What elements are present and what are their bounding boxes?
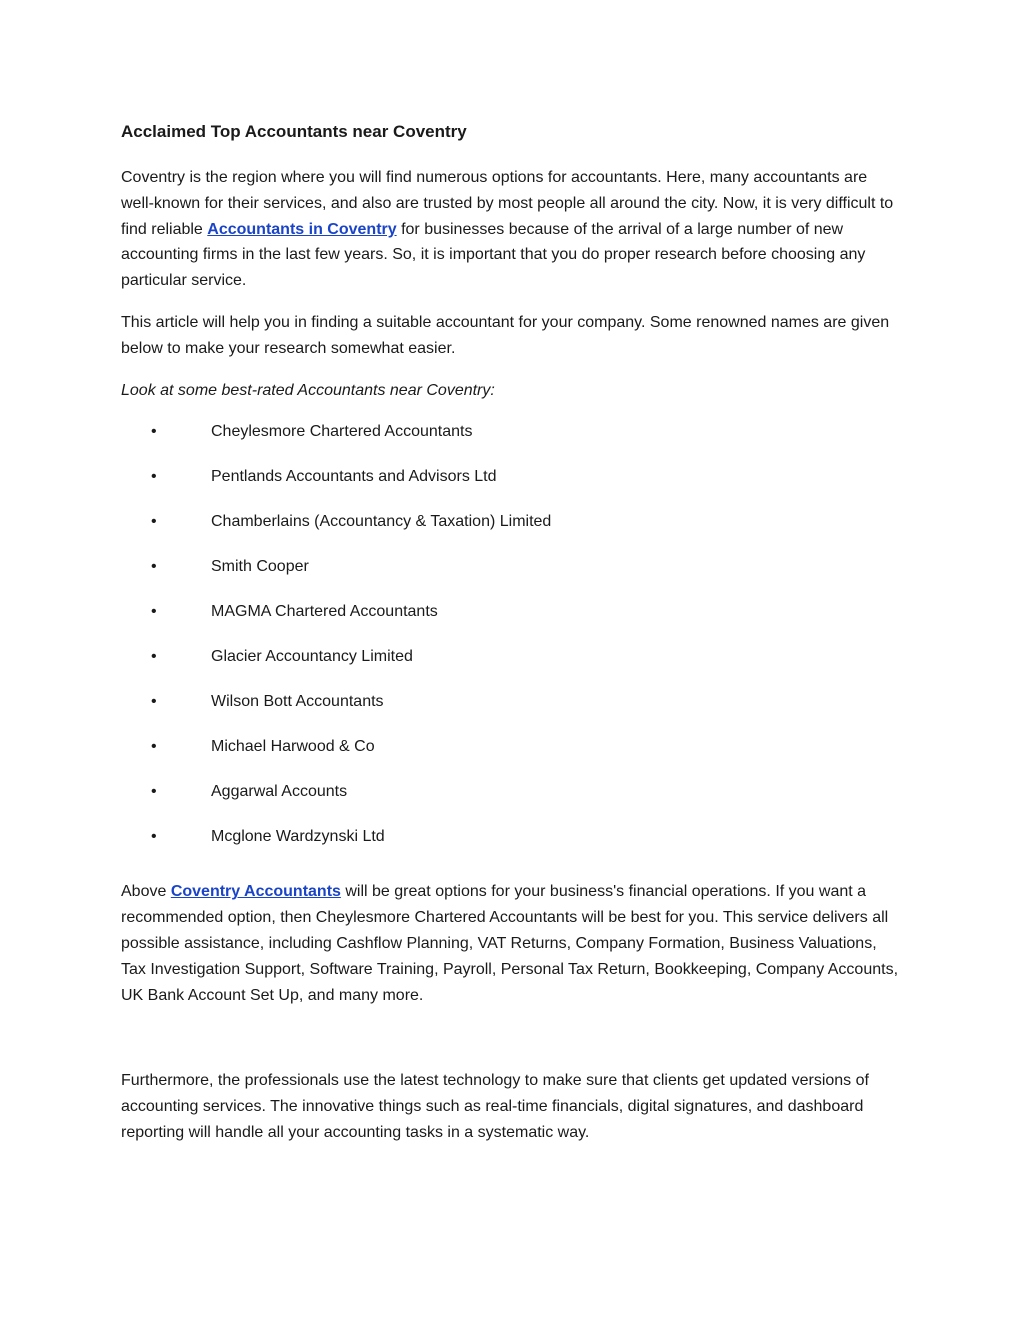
list-item [121,511,904,556]
list-item-label: Glacier Accountancy Limited [211,648,413,666]
help-paragraph: This article will help you in finding a suitable accountant for your company. Some renowned names are given below to make your research somewhat easier. [121,313,890,357]
bullet: • [151,828,157,846]
list-item [121,736,904,781]
list-item [121,646,904,691]
bullet: • [151,423,157,441]
summary-text-start: Above [121,883,171,901]
summary-text-end: will be great options for your business's financial operations. If you want a recommended option, then Cheylesmore Chartered Accountants will be best for you. This service delivers all possible assistance, including Cashflow Planning, VAT Returns, Company Formation, Business Valuations, Tax Investigation Support, Software Training, Payroll, Personal Tax Return, Bookkeeping, Company Accounts, UK Bank Account Set Up, and many more. [121,883,899,1004]
intro-text-end: for businesses because of the arrival of a large number of new accounting firms in the last few years. So, it is important that you do proper research before choosing any particular service. [121,220,866,290]
bullet: • [151,603,157,621]
list-item [121,556,904,601]
bullet: • [151,783,157,801]
list-item-label: MAGMA Chartered Accountants [211,603,438,621]
bullet: • [151,513,157,531]
bullet: • [151,648,157,666]
list-item [121,601,904,646]
list-item [121,781,904,826]
bullet: • [151,738,157,756]
list-intro: Look at some best-rated Accountants near Coventry: [121,381,495,399]
coventry-accountants-link[interactable]: Coventry Accountants [170,883,341,901]
list-item-label: Michael Harwood & Co [211,738,375,756]
list-item-label: Cheylesmore Chartered Accountants [211,423,473,441]
list-item [121,826,904,871]
technology-paragraph: Furthermore, the professionals use the latest technology to make sure that clients get updated versions of accounting services. The innovative things such as real-time financials, digital signatures, and dashboard reporting will handle all your accounting tasks in a systematic way. [121,1072,869,1141]
spacer [121,871,904,879]
list-item [121,691,904,736]
list-item-label: Pentlands Accountants and Advisors Ltd [211,468,497,486]
intro-text-start: Coventry is the region where you will find numerous options for accountants. Here, many accountants are well-known for their services, and also are trusted by most people all around the city. Now, it is very difficult to find reliable [121,169,894,238]
list-item-label: Wilson Bott Accountants [211,693,384,711]
list-item-label: Aggarwal Accounts [211,783,348,801]
list-item [121,421,904,466]
accountants-in-coventry-link[interactable]: Accountants in Coventry [207,220,397,238]
list-item-label: Smith Cooper [211,558,309,576]
bullet: • [151,468,157,486]
summary-paragraph [121,879,904,1008]
bullet: • [151,558,157,576]
list-item-label: Chamberlains (Accountancy & Taxation) Limited [211,513,552,531]
spacer [121,1024,904,1068]
list-item [121,466,904,511]
list-item-label: Mcglone Wardzynski Ltd [211,828,385,846]
bullet: • [151,693,157,711]
page-title: Acclaimed Top Accountants near Coventry [121,122,467,141]
accountants-list [121,421,904,871]
intro-paragraph [121,165,904,294]
